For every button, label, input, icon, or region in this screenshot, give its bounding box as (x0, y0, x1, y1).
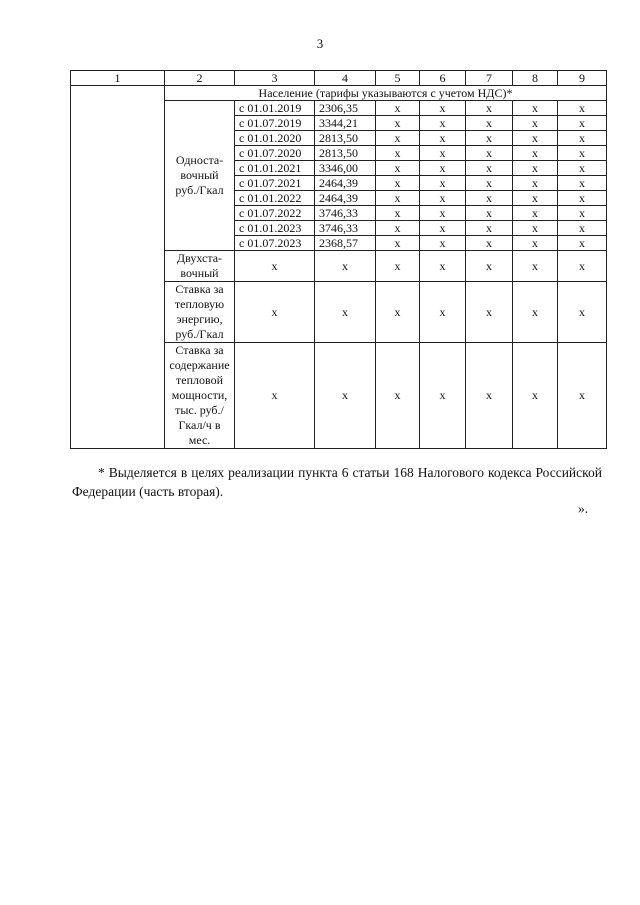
mark-cell: x (466, 221, 513, 236)
mark-cell: x (558, 191, 607, 206)
mark-cell: x (376, 146, 420, 161)
mark-cell: x (558, 146, 607, 161)
column-header: 9 (558, 71, 607, 86)
column-header: 1 (71, 71, 165, 86)
mark-cell: x (558, 282, 607, 343)
mark-cell: x (466, 146, 513, 161)
mark-cell: x (466, 131, 513, 146)
mark-cell: x (466, 176, 513, 191)
column-header: 2 (165, 71, 235, 86)
mark-cell: x (376, 206, 420, 221)
mark-cell: x (513, 146, 558, 161)
mark-cell: x (558, 251, 607, 282)
page-number: 3 (316, 36, 324, 51)
mark-cell: x (513, 221, 558, 236)
category-cell (71, 86, 165, 449)
mark-cell: x (513, 116, 558, 131)
mark-cell: x (513, 236, 558, 251)
mark-cell: x (420, 236, 466, 251)
mark-cell: x (420, 206, 466, 221)
date-cell: с 01.01.2023 (235, 221, 315, 236)
date-cell: с 01.07.2022 (235, 206, 315, 221)
mark-cell: x (558, 236, 607, 251)
column-header: 5 (376, 71, 420, 86)
mark-cell: x (376, 221, 420, 236)
mark-cell: x (420, 282, 466, 343)
mark-cell: x (513, 191, 558, 206)
mark-cell: x (420, 101, 466, 116)
tariff-value: 3346,00 (315, 161, 376, 176)
mark-cell: x (420, 221, 466, 236)
mark-cell: x (466, 101, 513, 116)
mark-cell: x (558, 343, 607, 449)
mark-cell: x (466, 191, 513, 206)
mark-cell: x (558, 176, 607, 191)
capacity-rate-label: Ставка за содержание тепловой мощности, тыс. руб./ Гкал/ч в мес. (165, 343, 235, 449)
one-part-label: Односта-вочный руб./Гкал (165, 101, 235, 251)
closing-quote: ». (578, 501, 589, 516)
date-cell: с 01.01.2019 (235, 101, 315, 116)
header-row (71, 71, 607, 86)
mark-cell: x (376, 343, 420, 449)
mark-cell: x (513, 282, 558, 343)
mark-cell: x (376, 161, 420, 176)
footnote: * Выделяется в целях реализации пункта 6 статьи 168 Налогового кодекса Российской Федерации (часть вторая). (72, 465, 602, 499)
tariff-value: 3746,33 (315, 221, 376, 236)
tariff-value: 2464,39 (315, 191, 376, 206)
section-title: Население (тарифы указываются с учетом НДС)* (165, 86, 607, 101)
mark-cell: x (420, 131, 466, 146)
mark-cell: x (420, 176, 466, 191)
mark-cell: x (376, 236, 420, 251)
column-header: 3 (235, 71, 315, 86)
mark-cell: x (235, 343, 315, 449)
mark-cell: x (315, 282, 376, 343)
mark-cell: x (513, 101, 558, 116)
mark-cell: x (558, 131, 607, 146)
mark-cell: x (420, 251, 466, 282)
mark-cell: x (235, 251, 315, 282)
date-cell: с 01.01.2021 (235, 161, 315, 176)
mark-cell: x (466, 343, 513, 449)
mark-cell: x (376, 101, 420, 116)
mark-cell: x (466, 206, 513, 221)
mark-cell: x (420, 146, 466, 161)
tariff-value: 2813,50 (315, 131, 376, 146)
two-part-label: Двухста-вочный (165, 251, 235, 282)
mark-cell: x (315, 343, 376, 449)
mark-cell: x (558, 116, 607, 131)
mark-cell: x (466, 116, 513, 131)
date-cell: с 01.01.2022 (235, 191, 315, 206)
date-cell: с 01.07.2023 (235, 236, 315, 251)
mark-cell: x (558, 206, 607, 221)
date-cell: с 01.07.2019 (235, 116, 315, 131)
mark-cell: x (466, 282, 513, 343)
tariff-table (70, 70, 607, 449)
mark-cell: x (558, 161, 607, 176)
mark-cell: x (376, 251, 420, 282)
mark-cell: x (513, 343, 558, 449)
mark-cell: x (376, 191, 420, 206)
date-cell: с 01.07.2021 (235, 176, 315, 191)
tariff-value: 2464,39 (315, 176, 376, 191)
mark-cell: x (558, 101, 607, 116)
mark-cell: x (420, 343, 466, 449)
energy-rate-label: Ставка за тепловую энергию, руб./Гкал (165, 282, 235, 343)
mark-cell: x (420, 116, 466, 131)
mark-cell: x (466, 251, 513, 282)
section-title-row (71, 86, 607, 101)
mark-cell: x (376, 282, 420, 343)
mark-cell: x (235, 282, 315, 343)
column-header: 4 (315, 71, 376, 86)
mark-cell: x (376, 116, 420, 131)
mark-cell: x (513, 206, 558, 221)
mark-cell: x (315, 251, 376, 282)
tariff-value: 2306,35 (315, 101, 376, 116)
mark-cell: x (513, 161, 558, 176)
mark-cell: x (558, 221, 607, 236)
tariff-value: 3344,21 (315, 116, 376, 131)
mark-cell: x (513, 251, 558, 282)
date-cell: с 01.07.2020 (235, 146, 315, 161)
mark-cell: x (420, 191, 466, 206)
column-header: 8 (513, 71, 558, 86)
mark-cell: x (376, 176, 420, 191)
mark-cell: x (513, 176, 558, 191)
mark-cell: x (466, 236, 513, 251)
mark-cell: x (420, 161, 466, 176)
tariff-value: 3746,33 (315, 206, 376, 221)
column-header: 7 (466, 71, 513, 86)
date-cell: с 01.01.2020 (235, 131, 315, 146)
mark-cell: x (376, 131, 420, 146)
mark-cell: x (466, 161, 513, 176)
tariff-value: 2813,50 (315, 146, 376, 161)
tariff-value: 2368,57 (315, 236, 376, 251)
mark-cell: x (513, 131, 558, 146)
column-header: 6 (420, 71, 466, 86)
